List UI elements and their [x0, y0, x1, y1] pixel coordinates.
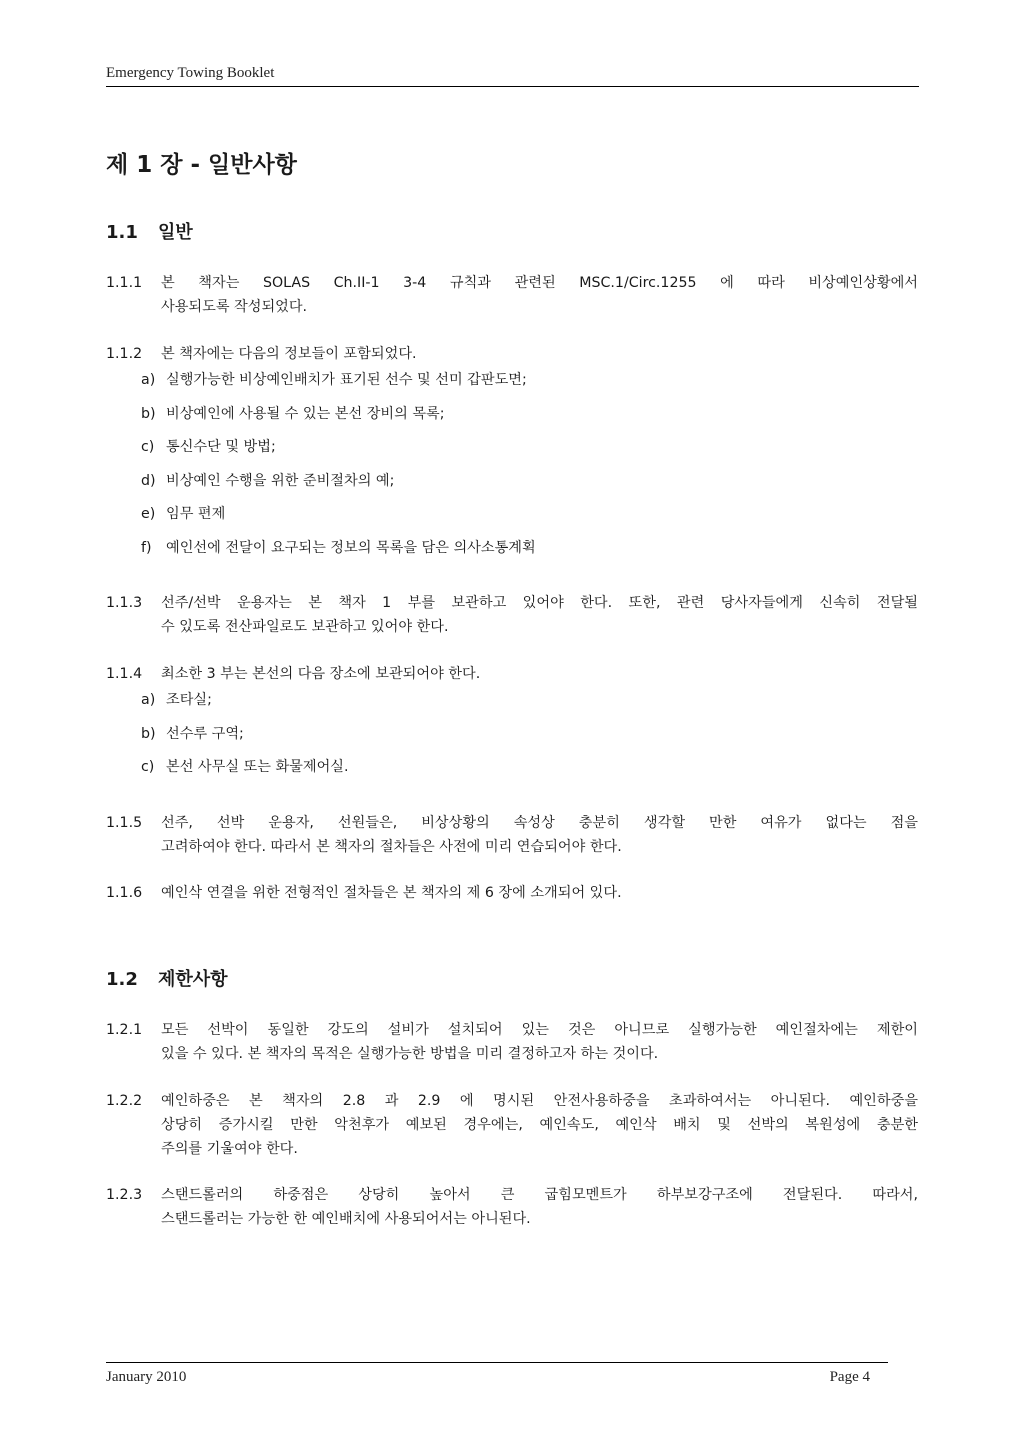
list-item-label: d) — [141, 472, 156, 489]
paragraph-line: 스탠드롤러는 가능한 한 예인배치에 사용되어서는 아니된다. — [161, 1211, 531, 1227]
list-item-label: c) — [141, 439, 155, 455]
paragraph-1-2-1 — [106, 1018, 918, 1066]
paragraph-line: 선주/선박 운용자는 본 책자 1 부를 보관하고 있어야 한다. 또한, 관련 당사자들에게 신속히 전달될 — [161, 595, 918, 611]
section-heading-1-1 — [106, 218, 193, 244]
list-item — [141, 471, 536, 505]
list-1-1-4 — [141, 690, 349, 791]
list-item — [141, 504, 536, 538]
list-item-label: b) — [141, 725, 156, 742]
paragraph-number: 1.1.3 — [106, 595, 143, 611]
paragraph-number: 1.1.6 — [106, 885, 143, 901]
footer-page-number: Page 4 — [829, 1369, 870, 1385]
paragraph-number: 1.2.1 — [106, 1022, 143, 1038]
list-item-text: 임무 편제 — [166, 506, 226, 522]
paragraph-1-1-6 — [106, 881, 918, 905]
section-number: 1.1 — [106, 222, 138, 243]
page-footer — [106, 1362, 888, 1393]
paragraph-number: 1.2.3 — [106, 1187, 143, 1203]
footer-date: January 2010 — [106, 1369, 187, 1385]
list-item-text: 예인선에 전달이 요구되는 정보의 목록을 담은 의사소통계획 — [166, 539, 536, 556]
list-item-text: 선수루 구역; — [166, 725, 244, 742]
section-title: 제한사항 — [158, 969, 228, 990]
list-item — [141, 690, 349, 724]
section-number: 1.2 — [106, 969, 138, 990]
paragraph-line: 예인삭 연결을 위한 전형적인 절차들은 본 책자의 제 6 장에 소개되어 있다. — [161, 885, 622, 901]
section-title: 일반 — [158, 222, 193, 243]
paragraph-number: 1.1.1 — [106, 275, 143, 291]
paragraph-line: 선주, 선박 운용자, 선원들은, 비상상황의 속성상 충분히 생각할 만한 여유가 없다는 점을 — [161, 815, 918, 831]
list-item — [141, 538, 536, 572]
paragraph-line: 사용되도록 작성되었다. — [161, 299, 308, 315]
paragraph-1-1-2 — [106, 342, 918, 366]
paragraph-number: 1.2.2 — [106, 1093, 143, 1109]
paragraph-number: 1.1.4 — [106, 666, 143, 682]
paragraph-1-1-5 — [106, 811, 918, 859]
list-item-label: c) — [141, 759, 155, 775]
paragraph-line: 최소한 3 부는 본선의 다음 장소에 보관되어야 한다. — [161, 666, 481, 682]
list-item — [141, 437, 536, 471]
list-item-text: 비상예인에 사용될 수 있는 본선 장비의 목록; — [166, 405, 445, 422]
list-item — [141, 724, 349, 758]
paragraph-number: 1.1.2 — [106, 346, 143, 362]
list-item — [141, 757, 349, 791]
paragraph-line: 모든 선박이 동일한 강도의 설비가 설치되어 있는 것은 아니므로 실행가능한 예인절차에는 제한이 — [161, 1022, 918, 1038]
paragraph-1-2-3 — [106, 1183, 918, 1231]
paragraph-line: 스탠드롤러의 하중점은 상당히 높아서 큰 굽힘모멘트가 하부보강구조에 전달된다. 따라서, — [161, 1187, 918, 1203]
list-item-text: 본선 사무실 또는 화물제어실. — [166, 759, 349, 775]
paragraph-line: 있을 수 있다. 본 책자의 목적은 실행가능한 방법을 미리 결정하고자 하는 것이다. — [161, 1046, 659, 1062]
list-item-text: 통신수단 및 방법; — [166, 439, 276, 455]
paragraph-1-2-2 — [106, 1089, 918, 1161]
paragraph-number: 1.1.5 — [106, 815, 143, 831]
paragraph-1-1-3 — [106, 591, 918, 639]
paragraph-line: 본 책자에는 다음의 정보들이 포함되었다. — [161, 346, 417, 362]
list-item-text: 조타실; — [166, 692, 212, 708]
list-item-text: 비상예인 수행을 위한 준비절차의 예; — [166, 472, 395, 489]
paragraph-line: 본 책자는 SOLAS Ch.II-1 3-4 규칙과 관련된 MSC.1/Circ.1255 에 따라 비상예인상황에서 — [161, 275, 918, 291]
paragraph-1-1-1 — [106, 271, 918, 319]
list-item — [141, 404, 536, 438]
list-1-1-2 — [141, 370, 536, 571]
chapter-title: 제 1 장 - 일반사항 — [106, 152, 297, 178]
paragraph-1-1-4 — [106, 662, 918, 686]
page-header — [106, 62, 919, 87]
section-heading-1-2 — [106, 965, 228, 991]
header-title: Emergency Towing Booklet — [106, 65, 275, 81]
list-item-label: f) — [141, 539, 152, 556]
list-item — [141, 370, 536, 404]
paragraph-line: 주의를 기울여야 한다. — [161, 1141, 298, 1157]
paragraph-line: 고려하여야 한다. 따라서 본 책자의 절차들은 사전에 미리 연습되어야 한다. — [161, 839, 622, 855]
list-item-text: 실행가능한 비상예인배치가 표기된 선수 및 선미 갑판도면; — [166, 372, 527, 388]
list-item-label: a) — [141, 372, 156, 388]
list-item-label: b) — [141, 405, 156, 422]
list-item-label: e) — [141, 506, 156, 522]
list-item-label: a) — [141, 692, 156, 708]
paragraph-line: 수 있도록 전산파일로도 보관하고 있어야 한다. — [161, 619, 449, 635]
paragraph-line: 상당히 증가시킬 만한 악천후가 예보된 경우에는, 예인속도, 예인삭 배치 및 선박의 복원성에 충분한 — [161, 1117, 918, 1133]
paragraph-line: 예인하중은 본 책자의 2.8 과 2.9 에 명시된 안전사용하중을 초과하여서는 아니된다. 예인하중을 — [161, 1093, 918, 1109]
